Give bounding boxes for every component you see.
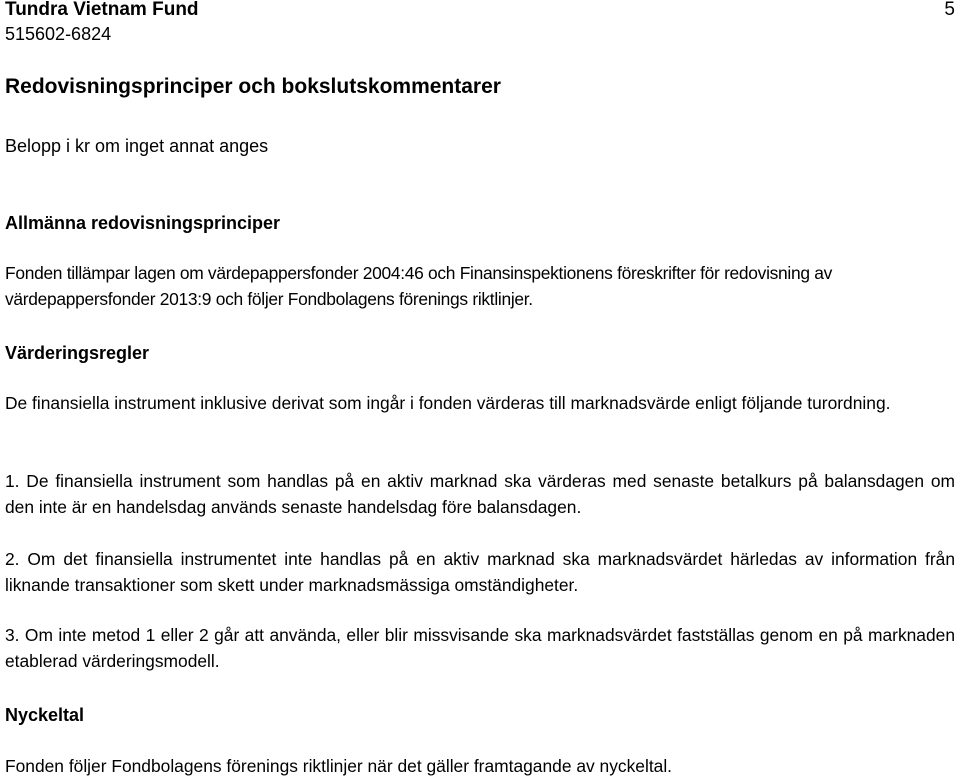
valuation-rule-2: 2. Om det finansiella instrumentet inte handlas på en aktiv marknad ska marknadsvärdet härledas av information från liknande transaktioner som skett under marknadsmässiga omständigheter. (5, 549, 955, 595)
section-heading-key-figures: Nyckeltal (5, 705, 85, 725)
page-subtitle: Belopp i kr om inget annat anges (5, 136, 269, 156)
section-heading-valuation: Värderingsregler (5, 343, 150, 363)
valuation-rule-3: 3. Om inte metod 1 eller 2 går att använda, eller blir missvisande ska marknadsvärdet fastställas genom en på marknaden etablerad värderingsmodell. (5, 625, 955, 671)
page-number: 5 (944, 0, 955, 20)
general-principles-text: Fonden tillämpar lagen om värdepappersfonder 2004:46 och Finansinspektionens föreskrifter för redovisning av värdepappersfonder 2013:9 och följer Fondbolagens förenings riktlinjer. (5, 263, 833, 309)
fund-name: Tundra Vietnam Fund (5, 0, 199, 20)
valuation-intro-text: De finansiella instrument inklusive derivat som ingår i fonden värderas till marknadsvärde enligt följande turordning. (5, 393, 891, 413)
key-figures-text: Fonden följer Fondbolagens förenings riktlinjer när det gäller framtagande av nyckeltal. (5, 756, 673, 776)
section-heading-general: Allmänna redovisningsprinciper (5, 213, 281, 233)
org-number: 515602-6824 (5, 24, 112, 44)
valuation-rule-1: 1. De finansiella instrument som handlas på en aktiv marknad ska värderas med senaste betalkurs på balansdagen om den inte är en handelsdag används senaste handelsdag före balansdagen. (5, 471, 955, 517)
page-title: Redovisningsprinciper och bokslutskommentarer (5, 75, 501, 98)
